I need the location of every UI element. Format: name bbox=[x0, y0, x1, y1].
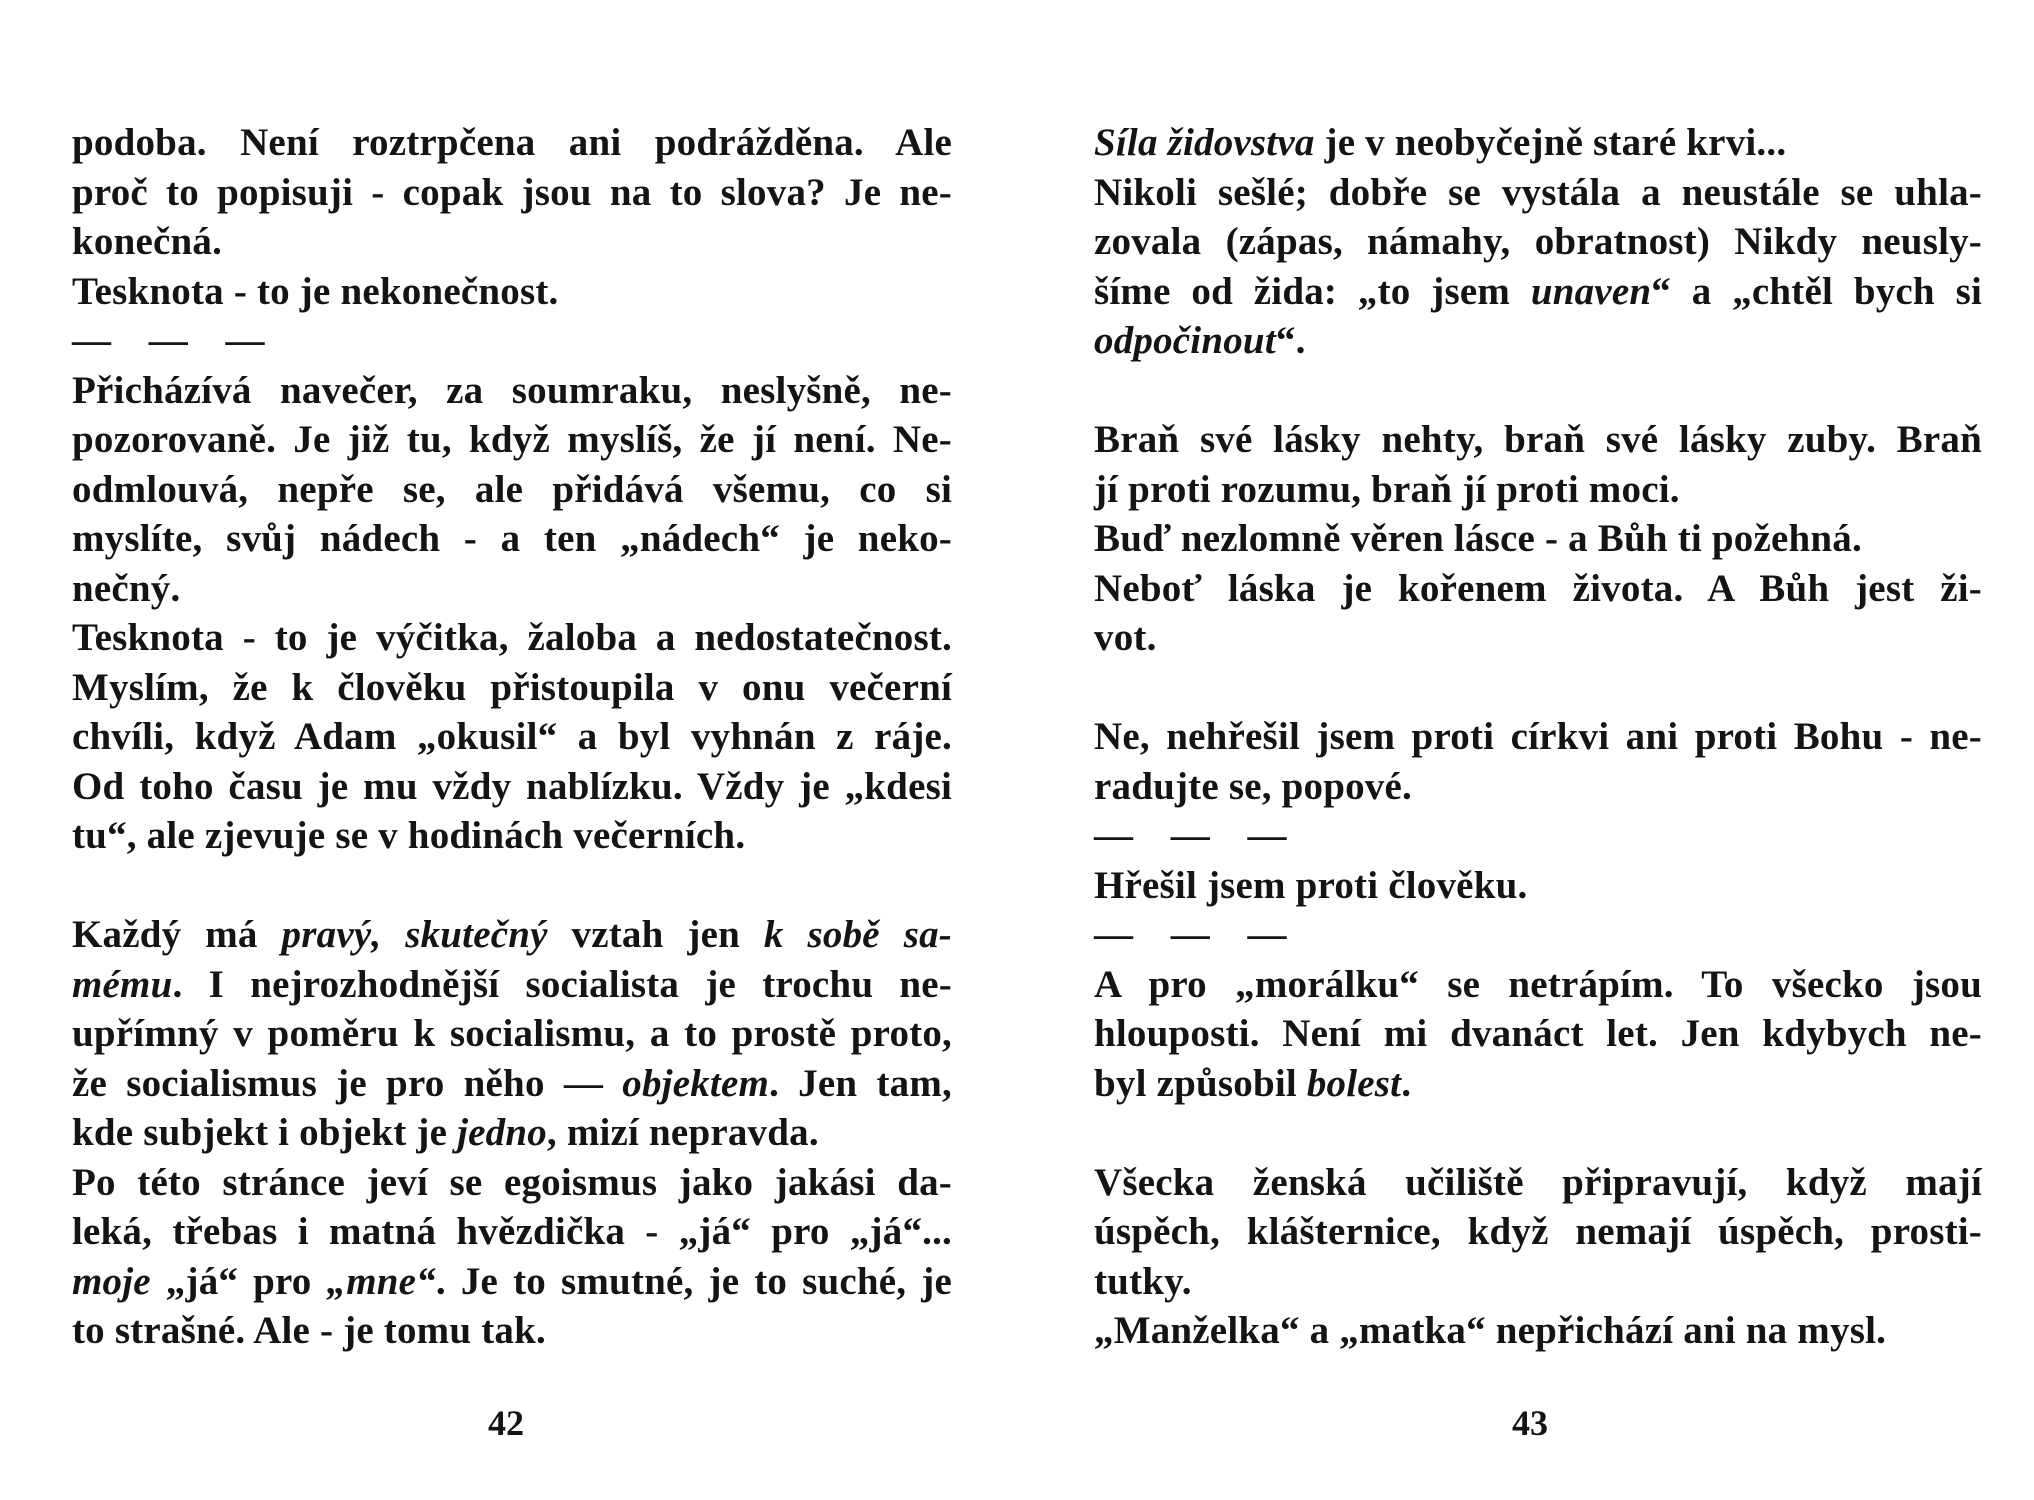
text-line: moje „já“ pro „mne“. Je to smutné, je to suché, je bbox=[72, 1259, 952, 1303]
text-line: mému. I nejrozhodnější socialista je trochu ne- bbox=[72, 962, 952, 1006]
text-line: jí proti rozumu, braň jí proti moci. bbox=[1094, 467, 1680, 511]
text-line: Braň své lásky nehty, braň své lásky zuby. Braň bbox=[1094, 418, 1982, 461]
text-line: chvíli, když Adam „okusil“ a byl vyhnán z ráje. bbox=[72, 715, 952, 758]
text-line: proč to popisuji - copak jsou na to slova? Je ne- bbox=[72, 170, 952, 214]
text-line: kde subjekt i objekt je jedno, mizí nepravda. bbox=[72, 1111, 819, 1154]
section-divider: — — — bbox=[72, 319, 279, 362]
text-line: Tesknota - to je nekonečnost. bbox=[72, 269, 559, 313]
text-line: Každý má pravý, skutečný vztah jen k sobě sa- bbox=[72, 913, 952, 956]
text-line: Síla židovstva je v neobyčejně staré krvi... bbox=[1094, 121, 1787, 164]
text-line: Přicházívá navečer, za soumraku, neslyšně, ne- bbox=[72, 368, 952, 412]
text-line: Ne, nehřešil jsem proti církvi ani proti Bohu - ne- bbox=[1094, 715, 1982, 758]
text-line: nečný. bbox=[72, 566, 181, 610]
text-line: A pro „morálku“ se netrápím. To všecko jsou bbox=[1094, 962, 1982, 1006]
text-line: Po této stránce jeví se egoismus jako jakási da- bbox=[72, 1160, 952, 1204]
paragraph-gap bbox=[72, 861, 952, 911]
text-line: Tesknota - to je výčitka, žaloba a nedostatečnost. bbox=[72, 616, 952, 659]
text-line: „Manželka“ a „matka“ nepřichází ani na mysl. bbox=[1094, 1309, 1887, 1352]
page-number-right: 43 bbox=[1512, 1403, 1548, 1443]
text-line: úspěch, klášternice, když nemají úspěch, prosti- bbox=[1094, 1210, 1982, 1253]
paragraph-gap bbox=[1094, 663, 1982, 713]
text-line: upřímný v poměru k socialismu, a to prostě proto, bbox=[72, 1012, 952, 1055]
text-line: Nikoli sešlé; dobře se vystála a neustále se uhla- bbox=[1094, 170, 1982, 214]
text-line: pozorovaně. Je již tu, když myslíš, že jí není. Ne- bbox=[72, 418, 952, 461]
text-line: tutky. bbox=[1094, 1259, 1192, 1303]
text-line: Od toho času je mu vždy nablízku. Vždy je „kdesi bbox=[72, 764, 952, 808]
text-line: Buď nezlomně věren lásce - a Bůh ti požehná. bbox=[1094, 517, 1862, 560]
text-line: vot. bbox=[1094, 616, 1157, 659]
paragraph-gap bbox=[1094, 1108, 1982, 1158]
text-line: byl způsobil bolest. bbox=[1094, 1061, 1412, 1105]
text-line: hlouposti. Není mi dvanáct let. Jen kdybych ne- bbox=[1094, 1012, 1982, 1055]
text-line: to strašné. Ale - je tomu tak. bbox=[72, 1309, 546, 1352]
paragraph-gap bbox=[1094, 366, 1982, 416]
text-line: Neboť láska je kořenem života. A Bůh jest ži- bbox=[1094, 566, 1982, 610]
text-line: odpočinout“. bbox=[1094, 319, 1306, 362]
text-line: odmlouvá, nepře se, ale přidává všemu, co si bbox=[72, 467, 952, 511]
text-line: že socialismus je pro něho — objektem. Jen tam, bbox=[72, 1061, 952, 1105]
left-page-text bbox=[72, 118, 952, 1356]
text-line: zovala (zápas, námahy, obratnost) Nikdy neusly- bbox=[1094, 220, 1982, 263]
text-line: Všecka ženská učiliště připravují, když mají bbox=[1094, 1160, 1982, 1204]
section-divider: — — — bbox=[1094, 814, 1301, 857]
section-divider: — — — bbox=[1094, 913, 1301, 956]
text-line: radujte se, popové. bbox=[1094, 764, 1412, 808]
text-line: Hřešil jsem proti člověku. bbox=[1094, 863, 1528, 907]
right-page-text bbox=[1094, 118, 1982, 1356]
text-line: Myslím, že k člověku přistoupila v onu večerní bbox=[72, 665, 952, 709]
text-line: tu“, ale zjevuje se v hodinách večerních. bbox=[72, 814, 746, 857]
text-line: myslíte, svůj nádech - a ten „nádech“ je neko- bbox=[72, 517, 952, 560]
text-line: leká, třebas i matná hvězdička - „já“ pro „já“... bbox=[72, 1210, 952, 1253]
page-number-left: 42 bbox=[488, 1403, 524, 1443]
text-line: konečná. bbox=[72, 220, 223, 263]
text-line: šíme od žida: „to jsem unaven“ a „chtěl bych si bbox=[1094, 269, 1983, 313]
text-line: podoba. Není roztrpčena ani podrážděna. Ale bbox=[72, 121, 952, 164]
